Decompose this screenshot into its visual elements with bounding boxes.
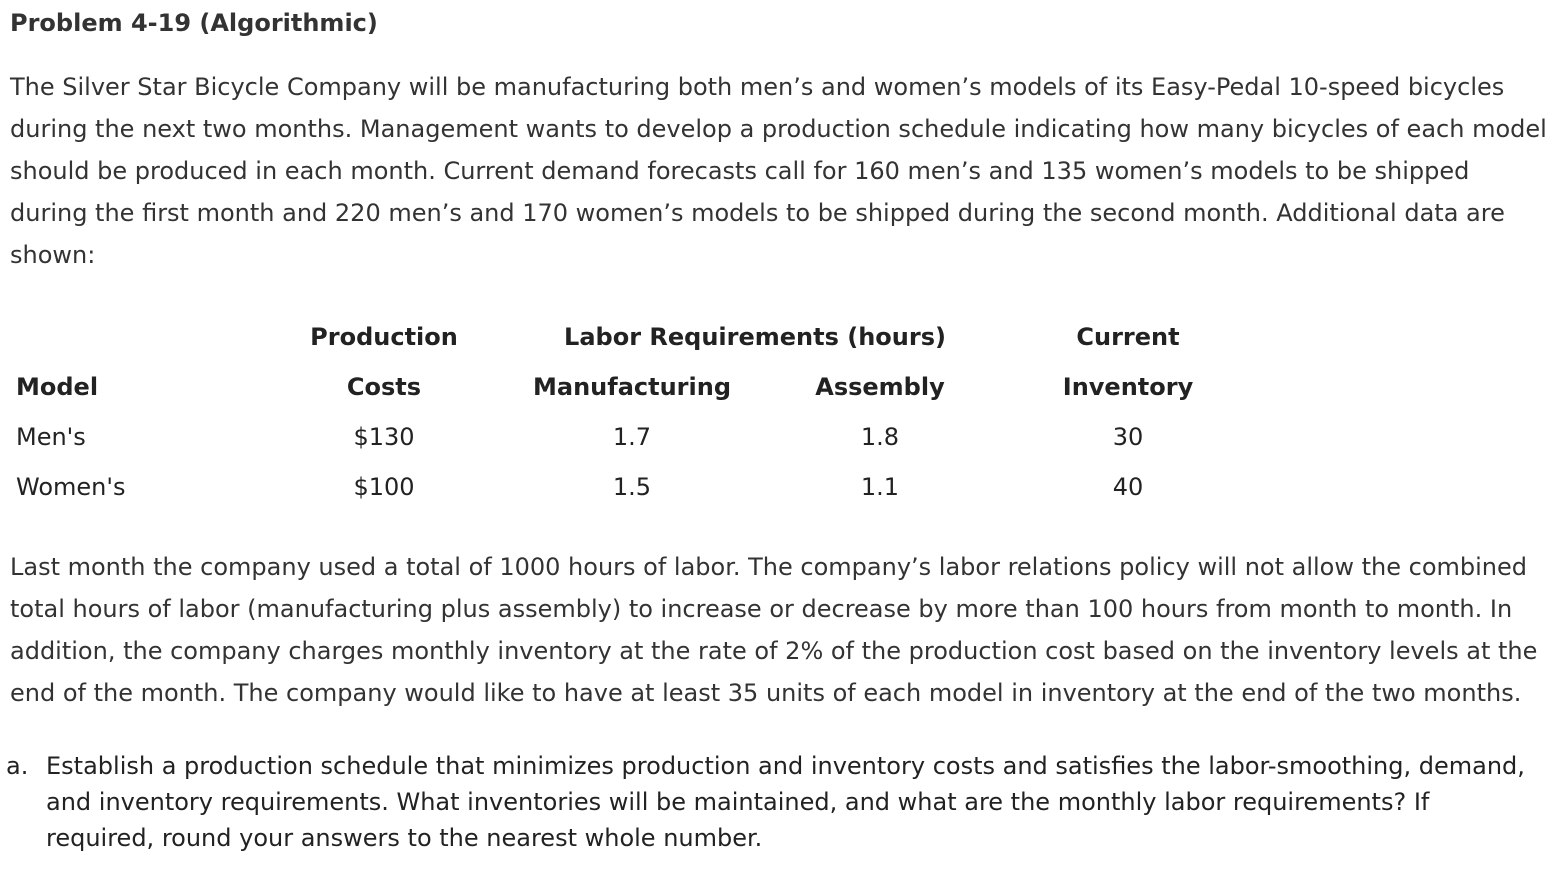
row-womens-model: Women's — [16, 473, 126, 501]
intro-line: during the next two months. Management wants to develop a production schedule indicating how many bicycles of each model — [10, 115, 1547, 143]
intro-line: shown: — [10, 241, 96, 269]
row-womens-assembly: 1.1 — [860, 473, 900, 501]
header-assembly: Assembly — [815, 373, 945, 401]
header-costs: Costs — [346, 373, 422, 401]
intro-paragraph — [10, 66, 1555, 276]
header-inventory: Inventory — [1062, 373, 1194, 401]
header-current: Current — [1076, 323, 1180, 351]
problem-title: Problem 4-19 (Algorithmic) — [10, 9, 378, 37]
row-womens-cost: $100 — [353, 473, 415, 501]
policy-paragraph — [10, 546, 1555, 714]
intro-line: during the first month and 220 men’s and 170 women’s models to be shipped during the second month. Additional data are — [10, 199, 1505, 227]
row-mens-inventory: 30 — [1112, 423, 1144, 451]
row-mens-manufacturing: 1.7 — [612, 423, 652, 451]
policy-line: Last month the company used a total of 1000 hours of labor. The company’s labor relations policy will not allow the combined — [10, 553, 1528, 581]
intro-line: should be produced in each month. Current demand forecasts call for 160 men’s and 135 women’s models to be shipped — [10, 157, 1470, 185]
header-model: Model — [16, 373, 99, 401]
header-labor-requirements: Labor Requirements (hours) — [564, 323, 946, 351]
policy-line: end of the month. The company would like to have at least 35 units of each model in inventory at the end of the two months. — [10, 679, 1522, 707]
row-mens-cost: $130 — [353, 423, 415, 451]
question-a — [6, 748, 1551, 856]
intro-line: The Silver Star Bicycle Company will be manufacturing both men’s and women’s models of its Easy-Pedal 10-speed bicycles — [10, 73, 1505, 101]
question-line: required, round your answers to the nearest whole number. — [46, 824, 763, 852]
question-label: a. — [6, 752, 29, 780]
data-table — [0, 312, 1558, 512]
row-womens-inventory: 40 — [1112, 473, 1144, 501]
policy-line: addition, the company charges monthly inventory at the rate of 2% of the production cost based on the inventory levels at the — [10, 637, 1538, 665]
header-manufacturing: Manufacturing — [533, 373, 731, 401]
row-mens-assembly: 1.8 — [860, 423, 900, 451]
question-line: and inventory requirements. What inventories will be maintained, and what are the monthly labor requirements? If — [46, 788, 1430, 816]
header-production: Production — [310, 323, 458, 351]
row-mens-model: Men's — [16, 423, 86, 451]
question-line: Establish a production schedule that minimizes production and inventory costs and satisfies the labor-smoothing, demand, — [46, 752, 1525, 780]
policy-line: total hours of labor (manufacturing plus assembly) to increase or decrease by more than 100 hours from month to month. In — [10, 595, 1513, 623]
question-text — [46, 748, 1551, 856]
row-womens-manufacturing: 1.5 — [612, 473, 652, 501]
